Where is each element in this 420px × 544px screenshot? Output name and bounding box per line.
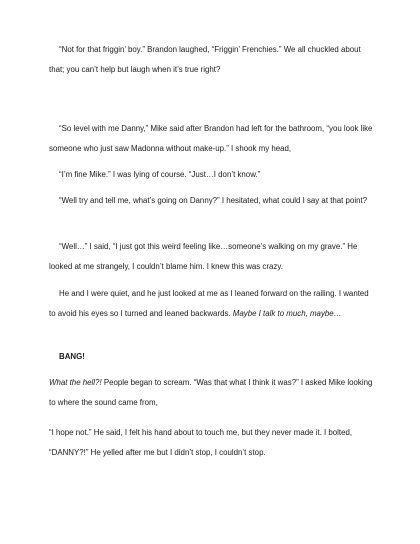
paragraph-text bbox=[49, 284, 375, 324]
paragraph-text-regular: He and I were quiet, and he just looked at me as I leaned forward on the railing. I wanted to avoid his eyes so I turned and leaned backwards. bbox=[49, 289, 369, 318]
paragraph-text: “Well try and tell me, what’s going on Danny?” I hesitated, what could I say at that point? bbox=[59, 196, 368, 205]
paragraph-text-regular: People began to scream. “Was that what I think it was?” I asked Mike looking to where the sound came from, bbox=[49, 378, 373, 407]
paragraph-9 bbox=[49, 423, 375, 463]
paragraph-text bbox=[49, 373, 375, 413]
paragraph-4 bbox=[49, 191, 375, 211]
paragraph-5 bbox=[49, 237, 375, 277]
paragraph-text: “I’m fine Mike.” I was lying of course. “Just…I don’t know.” bbox=[59, 170, 261, 179]
paragraph-text: “I hope not.” He said, I felt his hand about to touch me, but they never made it. I bolted, “DANNY?!” He yelled after me but I didn’t stop, I couldn’t stop. bbox=[49, 428, 353, 457]
paragraph-text-italic: Maybe I talk to much, maybe… bbox=[232, 309, 342, 318]
paragraph-text: “So level with me Danny,” Mike said after Brandon had left for the bathroom, “you look like someone who just saw Madonna without make-up.” I shook my head, bbox=[49, 124, 373, 153]
bang-text: BANG! bbox=[59, 352, 85, 361]
paragraph-7 bbox=[49, 347, 375, 367]
paragraph-text-italic: What the hell?! bbox=[49, 378, 102, 387]
paragraph-6 bbox=[49, 284, 375, 324]
paragraph-8 bbox=[49, 373, 375, 413]
paragraph-2 bbox=[49, 119, 375, 159]
paragraph-3 bbox=[49, 165, 375, 185]
paragraph-text: “Well…” I said, “I just got this weird feeling like…someone’s walking on my grave.” He looked at me strangely, I couldn’t blame him. I knew this was crazy. bbox=[49, 242, 358, 271]
paragraph-text: “Not for that friggin’ boy.” Brandon laughed, “Friggin’ Frenchies.” We all chuckled about that; you can’t help but laugh when it’s true right? bbox=[49, 45, 361, 74]
paragraph-1 bbox=[49, 40, 375, 80]
